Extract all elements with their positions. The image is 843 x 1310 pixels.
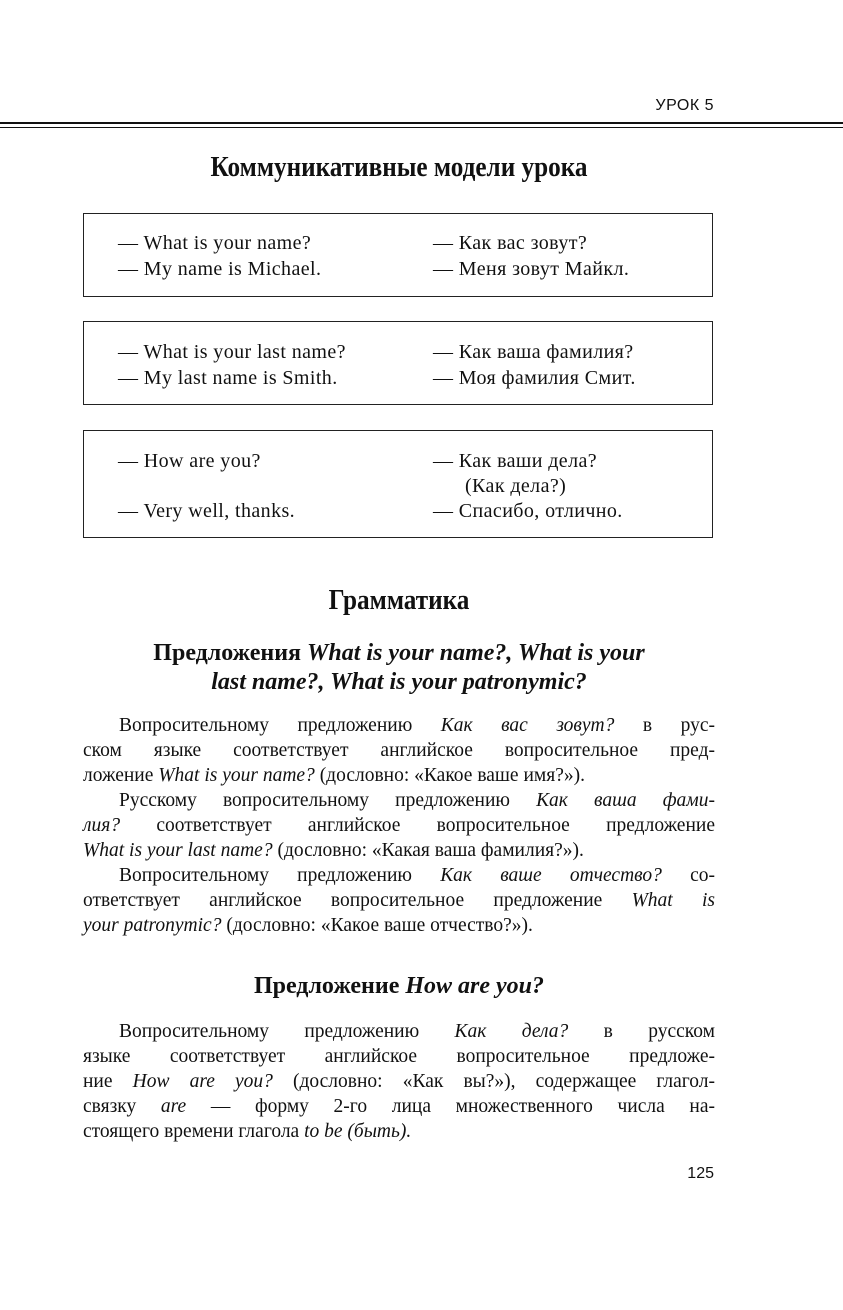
italic-text: What is (631, 890, 715, 911)
dialogue-ru-line: — Спасибо, отлично. (433, 500, 623, 522)
text-run: ложение (83, 765, 159, 786)
subheading-italic: How are you? (405, 973, 545, 999)
dialogue-box-3 (83, 430, 713, 538)
italic-text: Как ваше отчество? (440, 865, 662, 886)
dialogue-en-line: — How are you? (118, 450, 261, 472)
subheading-italic: What is your name?, What is your (307, 640, 645, 666)
grammar-subheading-2 (83, 972, 715, 1001)
paragraph-line (83, 863, 715, 888)
dialogue-ru-line: — Как ваша фамилия? (433, 341, 634, 363)
paragraph-line (83, 738, 715, 763)
text-run: со- (661, 865, 715, 886)
text-run: языке соответствует английское вопросительное предложе- (83, 1046, 715, 1067)
text-run: (дословно: «Как вы?»), содержащее глагол- (272, 1071, 716, 1092)
paragraph-line (83, 763, 715, 788)
italic-text: What is your last name? (83, 840, 273, 861)
text-run: стоящего времени глагола (83, 1121, 305, 1142)
text-run: (дословно: «Какое ваше имя?»). (314, 765, 585, 786)
text-run: в рус- (614, 715, 715, 736)
italic-text: Как ваша фами- (536, 790, 715, 811)
italic-text: What is your name? (158, 765, 315, 786)
text-run: — форму 2-го лица множественного числа на- (186, 1096, 716, 1117)
grammar-paragraph-block-1 (83, 713, 715, 938)
text-run: Вопросительному предложению (119, 865, 441, 886)
text-run: ответствует английское вопросительное предложение (83, 890, 632, 911)
paragraph-line (83, 1044, 715, 1069)
paragraph-line (83, 888, 715, 913)
text-run: ском языке соответствует английское вопросительное пред- (83, 740, 715, 761)
paragraph-line (83, 1094, 715, 1119)
dialogue-ru-line: — Как ваши дела? (433, 450, 598, 472)
paragraph-line (83, 913, 715, 938)
dialogue-en-line: — What is your last name? (118, 341, 346, 363)
text-run: (дословно: «Какая ваша фамилия?»). (272, 840, 584, 861)
italic-text: лия? (83, 815, 121, 836)
dialogue-ru-line: — Меня зовут Майкл. (433, 258, 630, 280)
page-number: 125 (687, 1165, 714, 1182)
header-rule-thin (0, 127, 843, 128)
subheading-plain: Предложения (153, 640, 308, 666)
paragraph-line (83, 1019, 715, 1044)
dialogue-en-line: — What is your name? (118, 232, 312, 254)
italic-text: Как дела? (454, 1021, 569, 1042)
text-run: в русском (568, 1021, 715, 1042)
dialogue-ru-line: — Моя фамилия Смит. (433, 367, 636, 389)
paragraph-line (83, 788, 715, 813)
text-run: ние (83, 1071, 133, 1092)
paragraph-line (83, 838, 715, 863)
italic-text: Как вас зовут? (440, 715, 615, 736)
grammar-subheading-1 (83, 639, 715, 697)
italic-text: How are you? (132, 1071, 273, 1092)
dialogue-en-line: — Very well, thanks. (118, 500, 296, 522)
text-run: связку (83, 1096, 161, 1117)
italic-text: your patronymic? (83, 915, 222, 936)
subheading-italic: last name?, What is your patronymic? (211, 669, 587, 695)
paragraph-line (83, 713, 715, 738)
dialogue-box-1 (83, 213, 713, 297)
paragraph-line (83, 1069, 715, 1094)
dialogue-en-line: — My name is Michael. (118, 258, 322, 280)
dialogue-box-2 (83, 321, 713, 405)
page-header-label: УРОК 5 (655, 97, 714, 114)
text-run: Вопросительному предложению (119, 1021, 455, 1042)
paragraph-line (83, 1119, 715, 1144)
dialogue-ru-line: — Как вас зовут? (433, 232, 588, 254)
section-title-models: Коммуникативные модели урока (210, 152, 588, 183)
text-run: соответствует английское вопросительное предложение (120, 815, 715, 836)
subheading-plain: Предложение (253, 973, 406, 999)
italic-text: are (160, 1096, 187, 1117)
text-run: Русскому вопросительному предложению (119, 790, 537, 811)
header-rule-thick (0, 122, 843, 124)
grammar-paragraph-block-2 (83, 1019, 715, 1144)
section-title-grammar: Грамматика (328, 585, 470, 616)
dialogue-en-line: — My last name is Smith. (118, 367, 338, 389)
text-run: (дословно: «Какое ваше отчество?»). (221, 915, 533, 936)
paragraph-line (83, 813, 715, 838)
dialogue-ru-line: (Как дела?) (465, 475, 567, 497)
italic-text: to be (быть). (304, 1121, 412, 1142)
text-run: Вопросительному предложению (119, 715, 441, 736)
